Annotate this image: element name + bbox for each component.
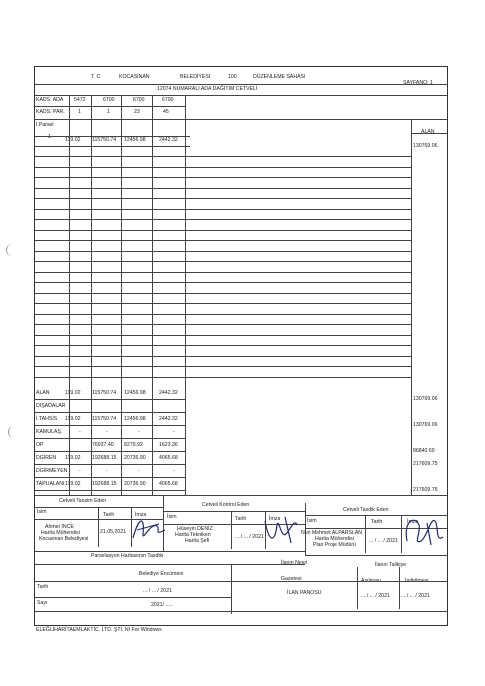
- kads-ada-label: KADS. ADA: [36, 97, 64, 103]
- approved-title: Cetveli Tasdik Eden: [343, 507, 389, 513]
- ilanin-nesri: İlanın Neşri: [281, 560, 308, 566]
- iparsel-cell: 12456.98: [124, 137, 146, 143]
- kads-ada-cell: 5472: [74, 97, 86, 103]
- summary-total: 130769.06: [413, 422, 438, 428]
- ilan-panosu: İLAN PANOSU: [287, 590, 322, 596]
- summary-total: 217609.75: [413, 461, 438, 467]
- summary-cell: -: [173, 429, 175, 435]
- signature-3: [401, 511, 447, 551]
- summary-cell: -: [106, 468, 108, 474]
- kads-par-cell: 1: [78, 109, 81, 115]
- summary-row-line: [35, 399, 185, 400]
- person1-title: Harita Mühendisi: [41, 530, 80, 536]
- asilmasi-label: Asılması: [361, 578, 381, 584]
- checked-col-imza: İmza: [269, 516, 281, 522]
- iparsel-cell: 119.02: [65, 137, 81, 143]
- person1-org: Kocasinan Belediyesi: [39, 536, 89, 542]
- header-tc: T. C: [91, 74, 101, 80]
- summary-cell: 192688.15: [92, 481, 117, 487]
- summary-cell: 12456.98: [124, 416, 146, 422]
- kads-par-cell: 23: [134, 109, 140, 115]
- person2-date: ... / ... / 2021: [235, 534, 264, 540]
- summary-label: ALAN: [36, 390, 50, 396]
- summary-cell: 12456.98: [124, 390, 146, 396]
- prepared-col-imza: İmza: [135, 512, 147, 518]
- approved-col-imza: İmza: [407, 519, 419, 525]
- summary-label: TAPUALANI: [36, 481, 65, 487]
- approved-col-tarih: Tarih: [371, 519, 383, 525]
- tarih-label: Tarih: [37, 584, 49, 590]
- summary-cell: 4065.68: [159, 455, 178, 461]
- page-title: 12074 NUMARALI ADA DAĞITIM CETVELİ: [157, 86, 258, 92]
- person1-name: Ahmet İNCE: [45, 524, 74, 530]
- iparsel-label: İ.Parsel: [36, 122, 54, 128]
- kads-ada-cell: 6700: [103, 97, 115, 103]
- summary-cell: -: [79, 429, 81, 435]
- summary-cell: 20736.90: [124, 455, 146, 461]
- encumen-date: ... / ... / 2021: [143, 588, 172, 594]
- summary-cell: 76937.40: [92, 442, 114, 448]
- person2-name: Hüseyin DENİZ: [177, 526, 213, 532]
- prepared-col-tarih: Tarih: [103, 512, 115, 518]
- summary-cell: 2442.32: [159, 416, 178, 422]
- person3-org: Plan Proje Müdürü: [313, 542, 356, 548]
- summary-cell: -: [173, 468, 175, 474]
- iparsel-cell: 2442.32: [159, 137, 178, 143]
- person3-title: Harita Mühendisi: [315, 536, 354, 542]
- summary-row-line: [35, 477, 185, 478]
- summary-label: DGİREN: [36, 455, 57, 461]
- summary-cell: 20736.90: [124, 481, 146, 487]
- sayi-label: Sayı: [37, 600, 48, 606]
- summary-row-line: [35, 425, 185, 426]
- summary-row-line: [35, 490, 185, 491]
- indirilmesi-label: İndirilmesi: [405, 578, 429, 584]
- person2-org: Harita Şefi: [185, 538, 210, 544]
- summary-label: İ.TAHSİS: [36, 416, 58, 422]
- parselasyon-title: Parselasyon Haritasının Tasdiki: [91, 553, 164, 559]
- encumen-title: Belediye Encümeni: [139, 571, 184, 577]
- summary-row-line: [35, 412, 185, 413]
- summary-label: DIŞADALAR: [36, 403, 66, 409]
- summary-total: 130769.06: [413, 396, 438, 402]
- page-number: SAYFANO: 1: [403, 80, 433, 86]
- summary-label: OP: [36, 442, 44, 448]
- header-zone-no: 100: [228, 74, 237, 80]
- summary-total: 86840.69: [413, 448, 435, 454]
- summary-cell: 119.02: [65, 481, 81, 487]
- person3-date: ... / ... / 2021: [369, 538, 398, 544]
- punch-mark: [6, 244, 17, 256]
- summary-label: DGİRMEYEN: [36, 468, 68, 474]
- person2-title: Harita Teknikeri: [175, 532, 211, 538]
- checked-col-isim: İsim: [167, 514, 177, 520]
- kads-par-cell: 1: [107, 109, 110, 115]
- summary-row-line: [35, 464, 185, 465]
- alan-column-label: ALAN: [421, 129, 435, 135]
- signature-2: [261, 513, 301, 547]
- punch-mark: [8, 426, 19, 438]
- summary-row-line: [35, 438, 185, 439]
- summary-cell: -: [79, 468, 81, 474]
- approved-col-isim: İsim: [307, 518, 317, 524]
- company-footer: ELEĞLİHARİTAEMLAKTİC. LTD. ŞTİ. NI For Windows: [36, 627, 162, 633]
- header-municipality: KOCASİNAN: [119, 74, 150, 80]
- alan-column-value: 130769.06: [413, 143, 438, 149]
- summary-cell: 119.02: [65, 455, 81, 461]
- summary-cell: 119.02: [65, 416, 81, 422]
- checked-title: Cetveli Kontrol Eden: [202, 502, 250, 508]
- sayi-value: 2021/......: [151, 602, 173, 608]
- gazetesi-label: Gazetesi: [281, 576, 302, 582]
- summary-cell: 2442.32: [159, 390, 178, 396]
- summary-cell: 115750.74: [92, 416, 117, 422]
- indirilme-date: ... / ... / 2021: [401, 593, 430, 599]
- kads-par-cell: 45: [163, 109, 169, 115]
- summary-cell: 192688.15: [92, 455, 117, 461]
- kads-par-label: KADS. PAR.: [36, 109, 65, 115]
- header-zone-label: DÜZENLEME SAHASI: [253, 74, 306, 80]
- summary-cell: -: [138, 429, 140, 435]
- person3-name: Nuri Mehmet ALPARSLAN: [301, 530, 363, 536]
- iparsel-row-no: 1: [48, 134, 51, 140]
- summary-label: KAMULAŞ.: [36, 429, 63, 435]
- header-belediyesi: BELEDİYESİ: [180, 74, 211, 80]
- summary-cell: -: [106, 429, 108, 435]
- checked-col-tarih: Tarih: [235, 516, 247, 522]
- summary-cell: 8279.92: [124, 442, 143, 448]
- summary-cell: 1623.36: [159, 442, 178, 448]
- prepared-title: Cetveli Tanzim Eden: [59, 498, 107, 504]
- summary-cell: 4065.68: [159, 481, 178, 487]
- signature-1: [129, 512, 169, 544]
- prepared-col-isim: İsim: [37, 509, 47, 515]
- person1-date: 21.05.2021: [100, 529, 126, 535]
- iparsel-cell: 115750.74: [92, 137, 117, 143]
- summary-cell: -: [138, 468, 140, 474]
- summary-cell: 115750.74: [92, 390, 117, 396]
- kads-ada-cell: 6700: [133, 97, 145, 103]
- kads-ada-cell: 6700: [162, 97, 174, 103]
- asilma-date: ... / ... / 2021: [361, 593, 390, 599]
- distribution-sheet: [34, 66, 448, 626]
- summary-cell: 119.02: [65, 390, 81, 396]
- summary-total: 217609.75: [413, 487, 438, 493]
- ilanin-talik: İlanın Talikiye: [375, 562, 407, 568]
- summary-row-line: [35, 451, 185, 452]
